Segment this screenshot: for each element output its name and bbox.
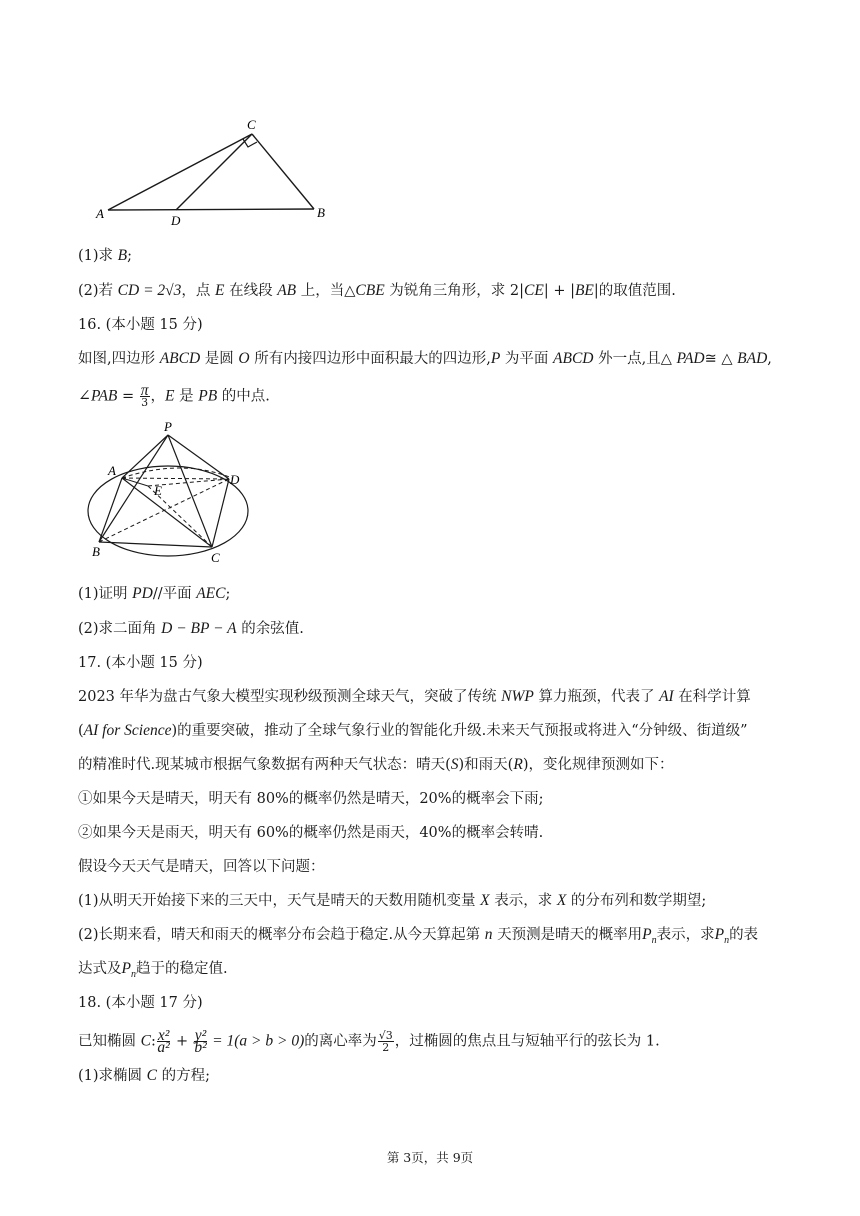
q17-line1: 2023 年华为盘古气象大模型实现秒级预测全球天气，突破了传统 NWP 算力瓶颈，代表了 AI 在科学计算 <box>78 688 751 705</box>
q17-part2-cont: 达式及$P_n$趋于的稳定值. <box>78 960 228 980</box>
q18-line1: 已知椭圆 C: $\frac{\text{x²}}{\text{a²}}$ + $\frac{\text{y²}}{\text{b²}}$ = 1(a > b > 0)的离心率为 $\frac{√3}{2}$ ，过椭圆的焦点且与短轴平行的弦长为 1. <box>78 1027 660 1056</box>
label-d: D <box>171 213 181 228</box>
label-c: C <box>211 550 220 565</box>
edge-ad <box>122 478 229 479</box>
label-e: E <box>154 483 162 498</box>
q17-line2: (AI for Science)的重要突破，推动了全球气象行业的智能化升级.未来天气预报或将进入“分钟级、街道级” <box>78 722 748 739</box>
fraction-x2-a2: $\frac{\text{x²}}{\text{a²}}$ <box>157 1027 170 1056</box>
q17-part2: (2)长期来看，晴天和雨天的概率分布会趋于稳定.从今天算起第 n 天预测是晴天的概率用$P_n$表示，求$P_n$的表 <box>78 926 759 946</box>
q16-line1: 如图,四边形 ABCD 是圆 O 所有内接四边形中面积最大的四边形,P 为平面 ABCD 外一点,且△ PAD≅ △ BAD, <box>78 350 772 367</box>
edge-bc <box>99 542 212 547</box>
segment-cb <box>252 134 314 209</box>
q16-part2: (2)求二面角 D − BP − A 的余弦值. <box>78 620 304 637</box>
fraction-pi-over-3: $\frac{\pi}{3}$ <box>140 382 149 409</box>
label-d: D <box>230 472 240 487</box>
pyramid-figure <box>82 420 262 570</box>
segment-ac <box>108 134 252 210</box>
q15-part2: (2)若 CD = 2√3，点 E 在线段 AB 上，当△CBE 为锐角三角形，求 2|CE| + |BE|的取值范围. <box>78 282 676 299</box>
segment-cd <box>176 134 252 210</box>
segment-ab <box>108 209 314 210</box>
q17-condition1: ①如果今天是晴天，明天有 80%的概率仍然是晴天，20%的概率会下雨; <box>78 791 544 807</box>
q17-header: 17. (本小题 15 分) <box>78 655 203 671</box>
label-a: A <box>96 206 104 221</box>
q15-part1: (1)求 B; <box>78 247 133 264</box>
fraction-y2-b2: $\frac{\text{y²}}{\text{b²}}$ <box>194 1027 207 1056</box>
page-footer: 第 3页，共 9页 <box>386 1150 474 1165</box>
q17-condition2: ②如果今天是雨天，明天有 60%的概率仍然是雨天，40%的概率会转晴. <box>78 825 544 841</box>
label-b: B <box>317 205 325 220</box>
label-c: C <box>247 117 256 132</box>
q16-part1: (1)证明 PD//平面 AEC; <box>78 585 231 602</box>
label-a: A <box>108 463 116 478</box>
q17-part1: (1)从明天开始接下来的三天中，天气是晴天的天数用随机变量 X 表示，求 X 的分布列和数学期望; <box>78 892 707 909</box>
q18-header: 18. (本小题 17 分) <box>78 995 203 1011</box>
label-p: P <box>164 420 172 434</box>
q17-line3: 的精准时代.现某城市根据气象数据有两种天气状态：晴天(S)和雨天(R)，变化规律预测如下： <box>78 756 674 773</box>
edge-ae <box>122 478 148 486</box>
q16-line2: ∠PAB = $\frac{\pi}{3}$ ，E 是 PB 的中点. <box>78 382 270 409</box>
fraction-eccentricity: $\frac{√3}{2}$ <box>378 1029 393 1054</box>
triangle-figure <box>90 112 350 232</box>
label-b: B <box>92 544 100 559</box>
q16-header: 16. (本小题 15 分) <box>78 317 203 333</box>
q17-assumption: 假设今天天气是晴天，回答以下问题： <box>78 859 325 875</box>
edge-cd <box>212 479 229 547</box>
q18-part1: (1)求椭圆 C 的方程; <box>78 1067 210 1084</box>
